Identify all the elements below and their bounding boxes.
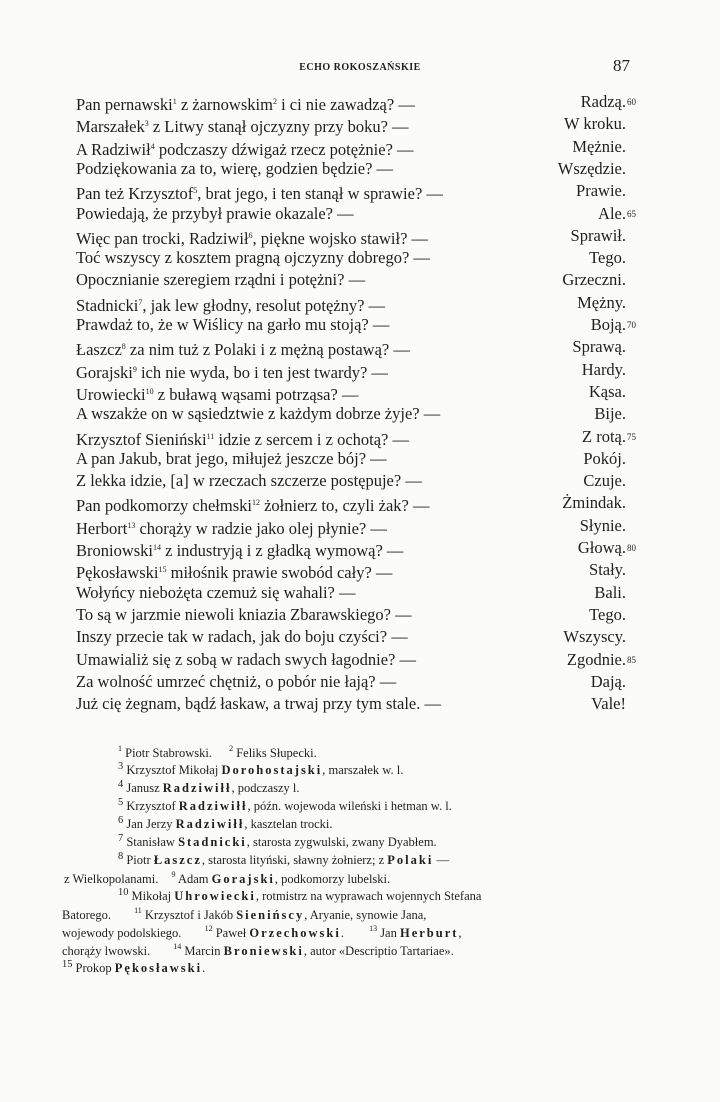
verse-question: Pękosławski$^{15}$ miłośnik prawie swobód cały? — bbox=[76, 563, 393, 583]
verse-echo-answer: Stały. bbox=[589, 560, 626, 580]
footnote: $^{13}$ Jan Herburt, bbox=[369, 924, 462, 940]
verse-question: Krzysztof Sieniński$^{11}$ idzie z sercem i z ochotą? — bbox=[76, 429, 410, 449]
footnote: $^6$ Jan Jerzy Radziwiłł, kasztelan trocki. bbox=[118, 815, 333, 832]
footnote: $^8$ Piotr Łaszcz, starosta lityński, sławny żołnierz; z Polaki — bbox=[118, 851, 449, 868]
verse-echo-answer: Radzą. bbox=[580, 92, 626, 111]
verse-line bbox=[76, 158, 626, 179]
verse-echo-answer: Hardy. bbox=[581, 359, 626, 379]
verse-question: Opocznianie szeregiem rządni i potężni? — bbox=[76, 270, 366, 290]
footnote-continuation: chorąży lwowski. bbox=[62, 944, 151, 958]
verse-echo-answer: Z rotą. bbox=[582, 426, 626, 446]
verse-line bbox=[76, 292, 626, 313]
verse-line bbox=[76, 269, 626, 290]
line-number: 70 bbox=[627, 320, 636, 330]
verse-line bbox=[76, 314, 626, 335]
footnote: $^9$ Adam Gorajski, podkomorzy lubelski. bbox=[171, 870, 391, 886]
verse-line bbox=[76, 693, 626, 714]
footnote: $^{10}$ Mikołaj Uhrowiecki, rotmistrz na wyprawach wojennych Stefana bbox=[118, 887, 482, 904]
verse-echo-answer: Czuje. bbox=[583, 471, 626, 491]
verse-question: Łaszcz$^8$ za nim tuż z Polaki i z mężną postawą? — bbox=[76, 340, 410, 360]
verse-line bbox=[76, 381, 626, 402]
verse-line bbox=[76, 336, 626, 360]
verse-line bbox=[76, 649, 626, 670]
verse-question: Wołyńcy niebożęta czemuż się wahali? — bbox=[76, 582, 356, 602]
verse-question: Broniowski$^{14}$ z industryją i z gładką wymową? — bbox=[76, 541, 404, 560]
line-number: 85 bbox=[627, 654, 636, 665]
verse-echo-answer: Tego. bbox=[589, 604, 626, 624]
verse-line bbox=[76, 626, 626, 647]
footnote-continuation: Batorego. bbox=[62, 908, 111, 922]
footnote: $^2$ Feliks Słupecki. bbox=[229, 744, 317, 760]
verse-line bbox=[76, 426, 626, 447]
verse-line bbox=[76, 671, 626, 692]
verse-echo-answer: Sprawą. bbox=[572, 337, 626, 357]
verse-question: Powiedają, że przybył prawie okazale? — bbox=[76, 203, 354, 223]
verse-echo-answer: Wszędzie. bbox=[557, 158, 626, 178]
verse-line bbox=[76, 113, 626, 137]
verse-question: Podziękowania za to, wierę, godzien będzie? — bbox=[76, 158, 394, 178]
verse-echo-answer: Sprawił. bbox=[570, 225, 626, 245]
verse-question: To są w jarzmie niewoli kniazia Zbarawskiego? — bbox=[76, 604, 412, 624]
footnote: $^7$ Stanisław Stadnicki, starosta zygwulski, zwany Dyabłem. bbox=[118, 833, 437, 850]
verse-echo-answer: Dają. bbox=[590, 671, 626, 691]
verse-question: Z lekka idzie, [a] w rzeczach szczerze postępuje? — bbox=[76, 471, 422, 491]
verse-question: Umawialiż się z sobą w radach swych łagodnie? — bbox=[76, 649, 416, 669]
verse-echo-answer: Wszyscy. bbox=[563, 627, 626, 647]
verse-question: Pan też Krzysztof$^5$, brat jego, i ten stanął w sprawie? — bbox=[76, 184, 443, 204]
footnote: $^3$ Krzysztof Mikołaj Dorohostajski, marszałek w. l. bbox=[118, 761, 404, 778]
running-header: ECHO ROKOSZAŃSKIE bbox=[299, 62, 421, 73]
line-number: 80 bbox=[627, 543, 636, 553]
footnote: $^4$ Janusz Radziwiłł, podczaszy l. bbox=[118, 779, 300, 796]
footnote: $^{15}$ Prokop Pękosławski. bbox=[62, 959, 206, 976]
verse-line bbox=[76, 403, 626, 424]
verse-line bbox=[76, 492, 626, 516]
verse-echo-answer: Vale! bbox=[591, 694, 626, 714]
line-number: 75 bbox=[627, 431, 636, 442]
verse-echo-answer: Grzeczni. bbox=[562, 270, 626, 290]
verse-echo-answer: Głową. bbox=[577, 538, 626, 557]
verse-question: A wszakże on w sąsiedztwie z każdym dobrze żyje? — bbox=[76, 404, 441, 424]
line-number: 65 bbox=[627, 208, 636, 219]
footnote-continuation: wojewody podolskiego. bbox=[62, 926, 182, 940]
verse-line bbox=[76, 448, 626, 469]
verse-echo-answer: Boją. bbox=[590, 315, 626, 334]
verse-line bbox=[76, 91, 626, 112]
verse-question: A Radziwił$^4$ podczaszy dźwigaż rzecz potężnie? — bbox=[76, 139, 414, 159]
verse-question: Pan pernawski$^1$ z żarnowskim$^2$ i ci nie zawadzą? — bbox=[76, 95, 415, 114]
verse-echo-answer: Mężnie. bbox=[572, 136, 626, 156]
verse-echo-answer: Bije. bbox=[594, 404, 626, 424]
footnote: $^1$ Piotr Stabrowski. bbox=[118, 744, 212, 760]
verse-echo-answer: Słynie. bbox=[579, 515, 626, 535]
verse-question: Stadnicki$^7$, jak lew głodny, resolut potężny? — bbox=[76, 295, 386, 315]
verse-line bbox=[76, 180, 626, 204]
verse-echo-answer: Kąsa. bbox=[588, 381, 626, 401]
verse-line bbox=[76, 247, 626, 268]
verse-question: Pan podkomorzy chełmski$^{12}$ żołnierz to, czyli żak? — bbox=[76, 496, 430, 516]
verse-question: Urowiecki$^{10}$ z buławą wąsami potrząsa? — bbox=[76, 384, 359, 404]
verse-question: Gorajski$^9$ ich nie wyda, bo i ten jest twardy? — bbox=[76, 362, 388, 382]
verse-line bbox=[76, 470, 626, 491]
verse-line bbox=[76, 537, 626, 558]
verse-echo-answer: Żmindak. bbox=[562, 493, 626, 513]
line-number: 60 bbox=[627, 97, 636, 107]
verse-question: Prawdaż to, że w Wiślicy na garło mu stoją? — bbox=[76, 315, 390, 334]
verse-echo-answer: Zgodnie. bbox=[566, 649, 626, 669]
verse-echo-answer: Prawie. bbox=[576, 181, 626, 201]
verse-question: Już cię żegnam, bądź łaskaw, a trwaj przy tym stale. — bbox=[76, 694, 441, 714]
verse-echo-answer: W kroku. bbox=[563, 114, 626, 134]
verse-echo-answer: Pokój. bbox=[583, 448, 626, 468]
footnote: $^{14}$ Marcin Broniewski, autor «Descriptio Tartariae». bbox=[173, 942, 454, 958]
verse-question: Toć wszyscy z kosztem pragną ojczyzny dobrego? — bbox=[76, 248, 430, 268]
footnote-continuation: z Wielkopolanami. bbox=[64, 872, 159, 886]
verse-line bbox=[76, 225, 626, 246]
verse-question: Więc pan trocki, Radziwił$^6$, piękne wojsko stawił? — bbox=[76, 228, 429, 248]
footnotes bbox=[60, 740, 660, 974]
verse-line bbox=[76, 515, 626, 536]
verse-question: Za wolność umrzeć chętniż, o pobór nie łają? — bbox=[76, 671, 397, 691]
verse-line bbox=[76, 203, 626, 224]
verse-question: Marszałek$^3$ z Litwy stanął ojczyzny przy boku? — bbox=[76, 117, 409, 137]
verse-question: Inszy przecie tak w radach, jak do boju czyści? — bbox=[76, 627, 408, 647]
footnote: $^{12}$ Paweł Orzechowski. bbox=[204, 924, 344, 940]
verse-echo-answer: Mężny. bbox=[577, 292, 626, 312]
verse-line bbox=[76, 136, 626, 157]
verse-question: A pan Jakub, brat jego, miłujeż jeszcze bój? — bbox=[76, 448, 387, 468]
footnote: $^5$ Krzysztof Radziwiłł, późn. wojewoda wileński i hetman w. l. bbox=[118, 797, 452, 814]
verse-question: Herbort$^{13}$ chorąży w radzie jako olej płynie? — bbox=[76, 518, 387, 538]
verse-line bbox=[76, 359, 626, 380]
verse-echo-answer: Tego. bbox=[589, 248, 626, 268]
footnote: $^{11}$ Krzysztof i Jakób Sienińscy, Aryanie, synowie Jana, bbox=[134, 906, 427, 922]
verse-line bbox=[76, 582, 626, 603]
verse-line bbox=[76, 604, 626, 625]
verse-echo-answer: Ale. bbox=[598, 203, 626, 223]
page-number: 87 bbox=[613, 56, 630, 75]
verse-line bbox=[76, 559, 626, 583]
verse-echo-answer: Bali. bbox=[594, 582, 626, 602]
